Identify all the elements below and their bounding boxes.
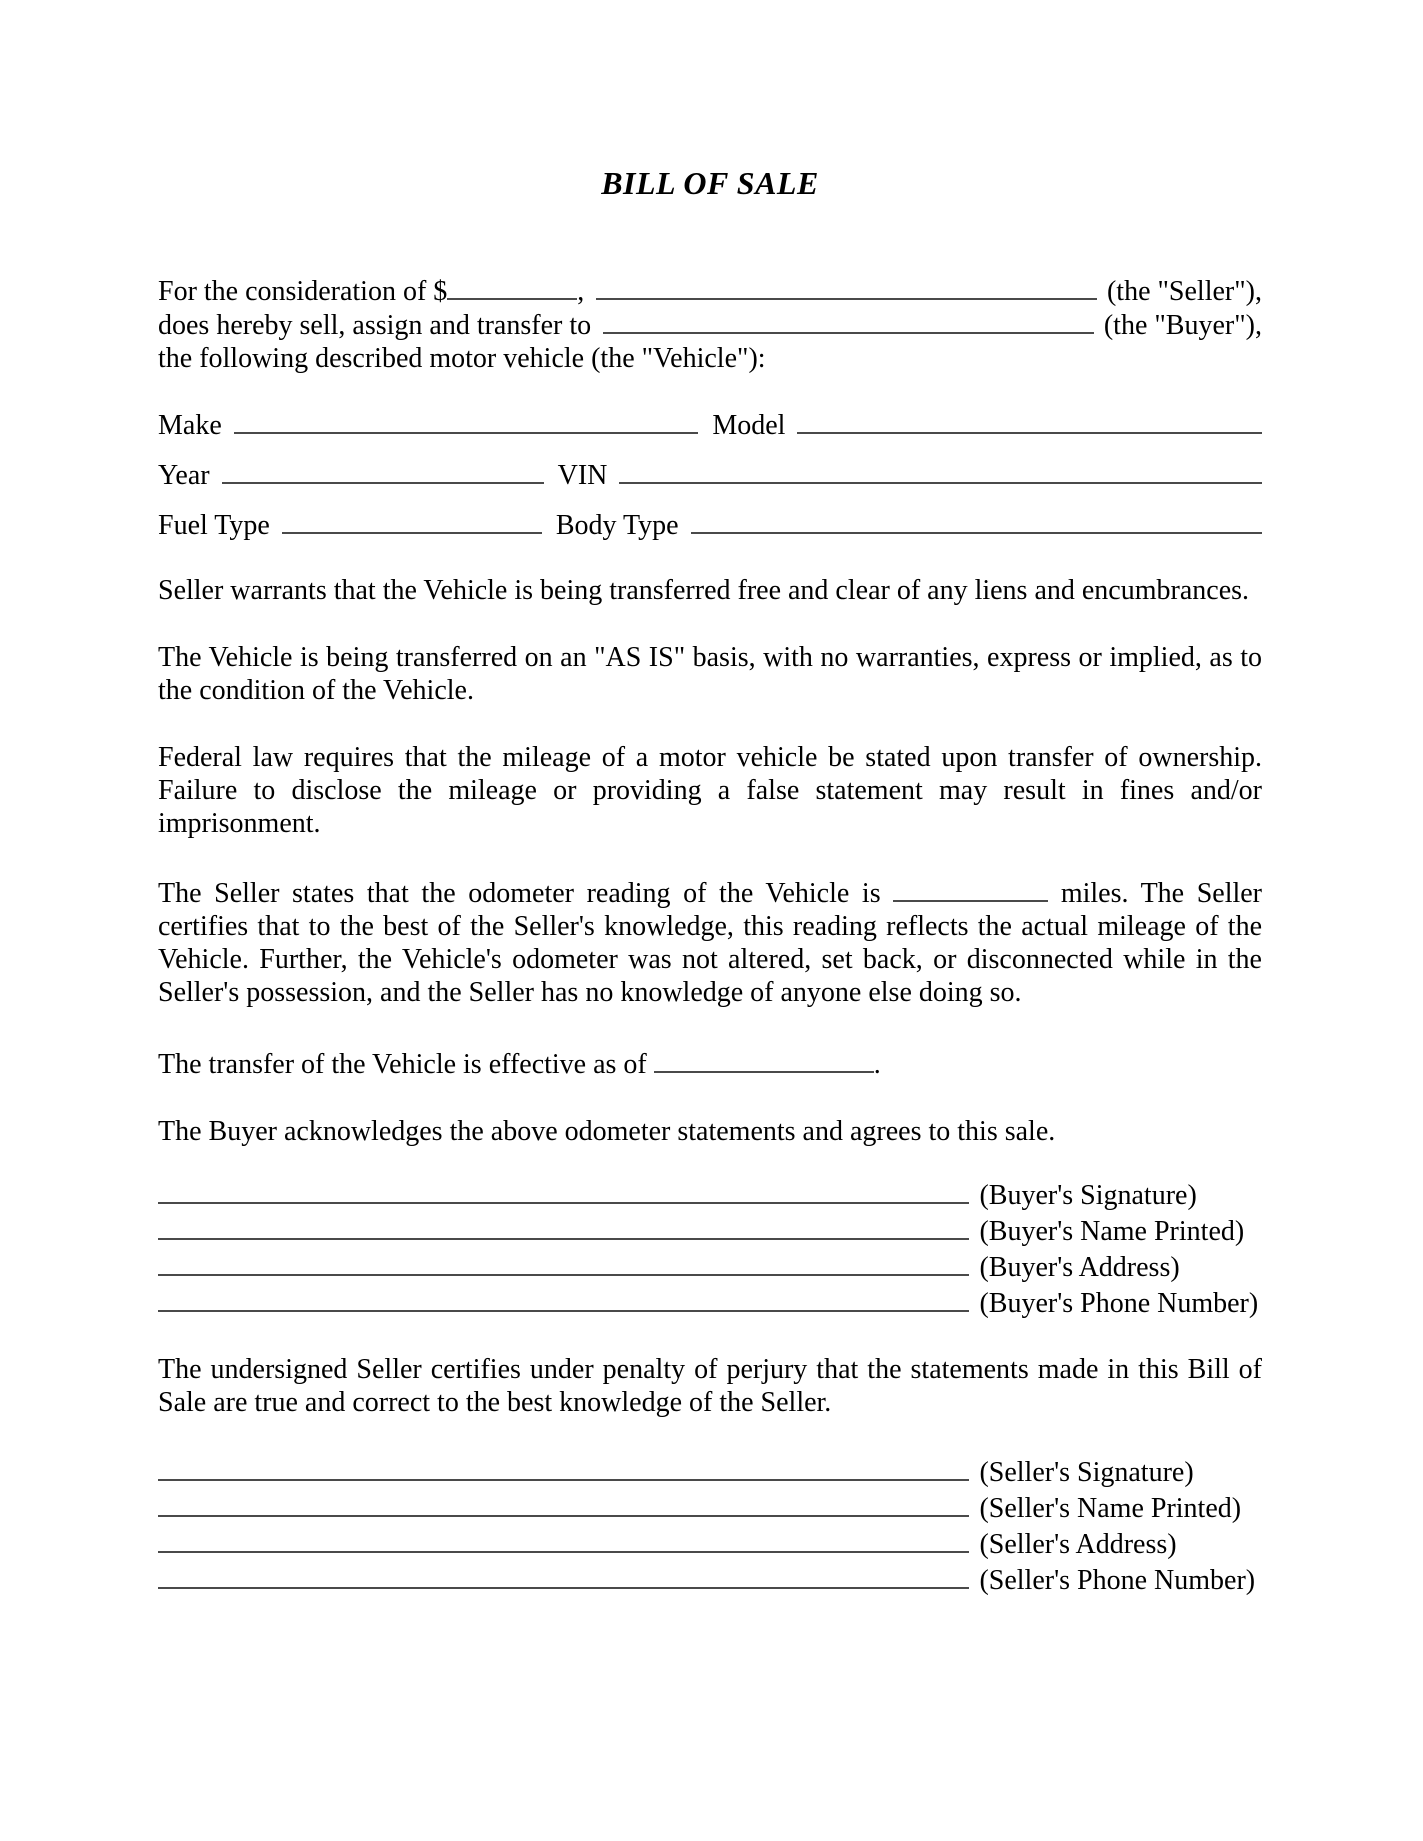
buyer-tag-text: (the "Buyer"), [1103, 310, 1262, 341]
seller-address-blank [158, 1527, 969, 1553]
as-is-paragraph: The Vehicle is being transferred on an "AS IS" basis, with no warranties, express or implied, as to the condition of the Vehicle. [158, 642, 1262, 706]
seller-signature-row [158, 1455, 1262, 1491]
buyer-address-row [158, 1250, 1262, 1286]
intro-line-2 [158, 308, 1262, 342]
effective-date-blank [654, 1047, 874, 1073]
page-title: BILL OF SALE [601, 165, 819, 201]
buyer-name-printed-label: (Buyer's Name Printed) [979, 1216, 1245, 1247]
price-amount-blank [447, 274, 577, 300]
buyer-phone-label: (Buyer's Phone Number) [979, 1288, 1259, 1319]
year-vin-row [158, 458, 1262, 492]
transfer-pre-text: The transfer of the Vehicle is effective as of [158, 1049, 647, 1080]
buyer-name-printed-blank [158, 1214, 969, 1240]
intro-paragraph [158, 274, 1262, 375]
seller-signature-label: (Seller's Signature) [979, 1457, 1194, 1488]
consideration-text: For the consideration of $ [158, 276, 448, 307]
comma-text: , [577, 276, 585, 307]
seller-name-blank [596, 274, 1097, 300]
intro-line-1 [158, 274, 1262, 308]
odometer-pre-text: The Seller states that the odometer reading of the Vehicle is [158, 878, 881, 909]
buyer-phone-row [158, 1286, 1262, 1322]
seller-phone-blank [158, 1563, 969, 1589]
buyer-address-label: (Buyer's Address) [979, 1252, 1180, 1283]
body-type-field-blank [691, 508, 1262, 534]
odometer-post-text: miles. The Seller certifies that to the best of the Seller's knowledge, this reading reflects the actual mileage of the Vehicle. Further, the Vehicle's odometer was not altered, set back, or disconnected while in the Seller's possession, and the Seller has no knowledge of anyone else doing so. [158, 878, 1263, 1008]
transfer-period-text: . [873, 1049, 881, 1080]
seller-signature-block [158, 1455, 1262, 1599]
seller-phone-row [158, 1563, 1262, 1599]
make-field-blank [234, 408, 699, 434]
make-model-row [158, 408, 1262, 442]
odometer-reading-blank [893, 876, 1048, 902]
model-label: Model [712, 410, 786, 441]
buyer-signature-row [158, 1178, 1262, 1214]
model-field-blank [797, 408, 1262, 434]
seller-name-printed-blank [158, 1491, 969, 1517]
buyer-name-printed-row [158, 1214, 1262, 1250]
transfer-to-text: does hereby sell, assign and transfer to [158, 310, 592, 341]
buyer-signature-block [158, 1178, 1262, 1322]
transfer-date-paragraph [158, 1047, 1262, 1081]
warranty-paragraph: Seller warrants that the Vehicle is being transferred free and clear of any liens and encumbrances. [158, 575, 1250, 606]
buyer-address-blank [158, 1250, 969, 1276]
year-label: Year [158, 460, 210, 491]
buyer-signature-label: (Buyer's Signature) [979, 1180, 1197, 1211]
seller-signature-blank [158, 1455, 969, 1481]
buyer-signature-blank [158, 1178, 969, 1204]
seller-phone-label: (Seller's Phone Number) [979, 1565, 1256, 1596]
buyer-name-blank [603, 308, 1094, 334]
body-type-label: Body Type [555, 510, 679, 541]
fuel-body-row [158, 508, 1262, 542]
vin-label: VIN [557, 460, 608, 491]
seller-name-printed-label: (Seller's Name Printed) [979, 1493, 1242, 1524]
seller-address-label: (Seller's Address) [979, 1529, 1177, 1560]
buyer-phone-blank [158, 1286, 969, 1312]
odometer-paragraph [158, 876, 1262, 1009]
seller-name-printed-row [158, 1491, 1262, 1527]
vehicle-fields [158, 408, 1262, 542]
buyer-ack-paragraph: The Buyer acknowledges the above odometer statements and agrees to this sale. [158, 1116, 1056, 1147]
seller-tag-text: (the "Seller"), [1106, 276, 1262, 307]
intro-line-3: the following described motor vehicle (the "Vehicle"): [158, 343, 766, 374]
fuel-type-label: Fuel Type [158, 510, 270, 541]
seller-address-row [158, 1527, 1262, 1563]
seller-cert-paragraph: The undersigned Seller certifies under penalty of perjury that the statements made in this Bill of Sale are true and correct to the best knowledge of the Seller. [158, 1354, 1262, 1418]
fuel-type-field-blank [282, 508, 542, 534]
year-field-blank [222, 458, 544, 484]
federal-law-paragraph: Federal law requires that the mileage of a motor vehicle be stated upon transfer of ownership. Failure to disclose the mileage or providing a false statement may result in fines and/or imprisonment. [158, 742, 1262, 839]
vin-field-blank [619, 458, 1262, 484]
make-label: Make [158, 410, 222, 441]
